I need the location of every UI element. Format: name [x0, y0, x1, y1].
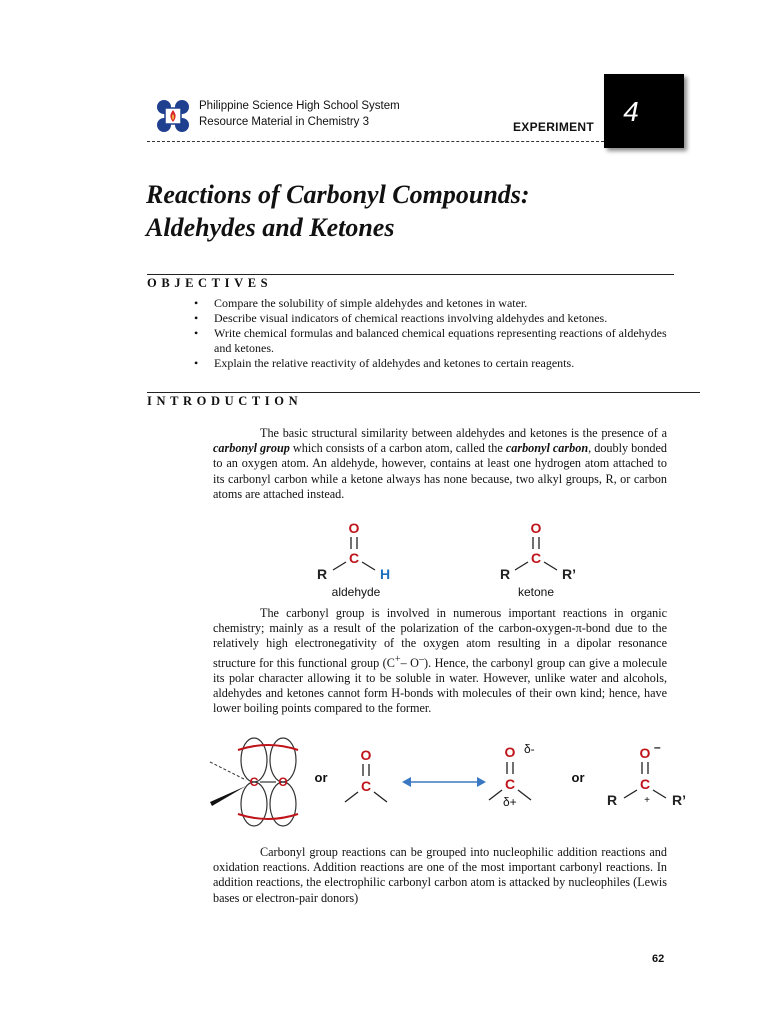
term-carbonyl-group: carbonyl group	[213, 441, 290, 456]
ketone-oxygen: O	[530, 520, 542, 536]
or-label-2: or	[571, 770, 585, 785]
objectives-rule	[147, 274, 674, 275]
term-carbonyl-carbon: carbonyl carbon	[505, 441, 589, 456]
orbital-oxygen: O	[278, 775, 288, 789]
intro-p2-text-b: – O	[400, 655, 419, 670]
charge-minus: –	[418, 653, 425, 665]
dashed-bond	[210, 762, 246, 780]
aldehyde-h: H	[379, 566, 391, 582]
neutral-carbon: C	[360, 778, 372, 794]
pi-orbital-diagram	[210, 738, 298, 826]
orbital-carbon: C	[249, 775, 259, 789]
title-line-1: Reactions of Carbonyl Compounds:	[146, 180, 530, 209]
objectives-list	[194, 296, 674, 371]
school-logo	[156, 99, 190, 133]
header-divider	[147, 141, 604, 142]
objectives-heading: OBJECTIVES	[147, 276, 273, 290]
carbonyl-ionic-structure	[607, 740, 686, 808]
objective-item: • Write chemical formulas and balanced chemical equations representing reactions of aldehydes and ketones.	[194, 326, 674, 356]
ketone-caption: ketone	[517, 585, 555, 599]
delta-plus: δ+	[503, 795, 517, 809]
ionic-oxygen: O	[639, 745, 651, 761]
objective-item: • Explain the relative reactivity of aldehydes and ketones to certain reagents.	[194, 356, 674, 371]
aldehyde-h-bond	[362, 562, 375, 570]
school-name	[199, 98, 400, 130]
ionic-carbon-charge: +	[644, 795, 650, 806]
aldehyde-carbon: C	[348, 550, 360, 566]
pi-bond-bottom	[238, 814, 298, 819]
resonance-arrow	[402, 777, 486, 787]
intro-paragraph-1	[213, 426, 667, 502]
aldehyde-oxygen: O	[348, 520, 360, 536]
partial-right-bond	[518, 790, 531, 800]
neutral-right-bond	[374, 792, 387, 802]
objective-item: • Describe visual indicators of chemical reactions involving aldehydes and ketones.	[194, 311, 674, 326]
intro-p3-text: Carbonyl group reactions can be grouped into nucleophilic addition reactions and oxidation reactions. Addition reactions are one of the most important carbonyl reactions. In addition reactions, the electrophilic carbonyl carbon atom is attacked by nucleophiles (Lewis bases or electron-pair donors)	[213, 845, 667, 905]
ketone-r2: R’	[562, 566, 576, 582]
experiment-number: 4	[623, 96, 639, 127]
ionic-oxygen-charge: –	[654, 740, 661, 754]
resonance-arrow-right-head	[477, 777, 486, 787]
carbonyl-partial-charge-structure	[489, 742, 535, 809]
aldehyde-r: R	[316, 566, 328, 582]
intro-p2-text-c: ). Hence, the carbonyl group can give a molecule its polar character allowing it to be soluble in water. However, unlike water and alcohols, aldehydes and ketones cannot form H-bonds with molecules of their own kind; hence, have lower boiling points compared to the former.	[213, 655, 667, 716]
ionic-carbon: C	[639, 776, 651, 792]
title-line-2: Aldehydes and Ketones	[146, 213, 395, 242]
aldehyde-ketone-figure	[300, 516, 600, 602]
carbonyl-neutral-structure	[345, 747, 387, 802]
aldehyde-caption: aldehyde	[331, 585, 381, 599]
ionic-left-bond	[624, 790, 637, 798]
partial-left-bond	[489, 790, 502, 800]
introduction-rule	[147, 392, 700, 393]
partial-carbon: C	[504, 776, 516, 792]
aldehyde-r-bond	[333, 562, 346, 570]
ketone-structure	[500, 520, 576, 599]
partial-oxygen: O	[504, 744, 516, 760]
intro-paragraph-3	[213, 845, 667, 906]
resonance-arrow-left-head	[402, 777, 411, 787]
ketone-r-bond	[515, 562, 528, 570]
pi-bond-top	[238, 745, 298, 750]
charge-plus: +	[394, 653, 401, 665]
aldehyde-structure	[317, 520, 390, 599]
neutral-oxygen: O	[360, 747, 372, 763]
school-line-1: Philippine Science High School System	[199, 100, 400, 112]
introduction-heading: INTRODUCTION	[147, 394, 303, 408]
ketone-r2-bond	[544, 562, 557, 570]
page-number: 62	[652, 953, 665, 965]
delta-minus: δ-	[524, 742, 535, 756]
or-label-1: or	[314, 770, 328, 785]
objective-item: • Compare the solubility of simple aldehydes and ketones in water.	[194, 296, 674, 311]
carbonyl-resonance-figure	[206, 732, 696, 832]
intro-p2-text-a: The carbonyl group is involved in numerous important reactions in organic chemistry; mainly as a result of the polarization of the carbon-oxygen-π-bond due to the relatively high electronegativity of the oxygen atom resulting in a dipolar resonance structure for this functional group (C	[213, 606, 667, 670]
ketone-r: R	[499, 566, 511, 582]
intro-p1-text-c: which consists of a carbon atom, called the	[289, 441, 506, 456]
ionic-right-bond	[653, 790, 666, 798]
intro-paragraph-2	[213, 606, 667, 716]
school-line-2: Resource Material in Chemistry 3	[199, 116, 370, 128]
intro-p1-text-a: The basic structural similarity between aldehydes and ketones is the presence of a	[260, 426, 667, 440]
ionic-r2: R’	[672, 792, 686, 808]
experiment-label: EXPERIMENT	[513, 120, 595, 134]
ketone-carbon: C	[530, 550, 542, 566]
page-title	[146, 178, 666, 244]
ionic-r: R	[606, 792, 618, 808]
neutral-left-bond	[345, 792, 358, 802]
intro-p1-text-e: , doubly bonded to an oxygen atom. An aldehyde, however, contains at least one hydrogen atom attached to its carbonyl carbon while a ketone always has none because, two alkyl groups, R, or carbon atoms are attached instead.	[213, 441, 668, 501]
